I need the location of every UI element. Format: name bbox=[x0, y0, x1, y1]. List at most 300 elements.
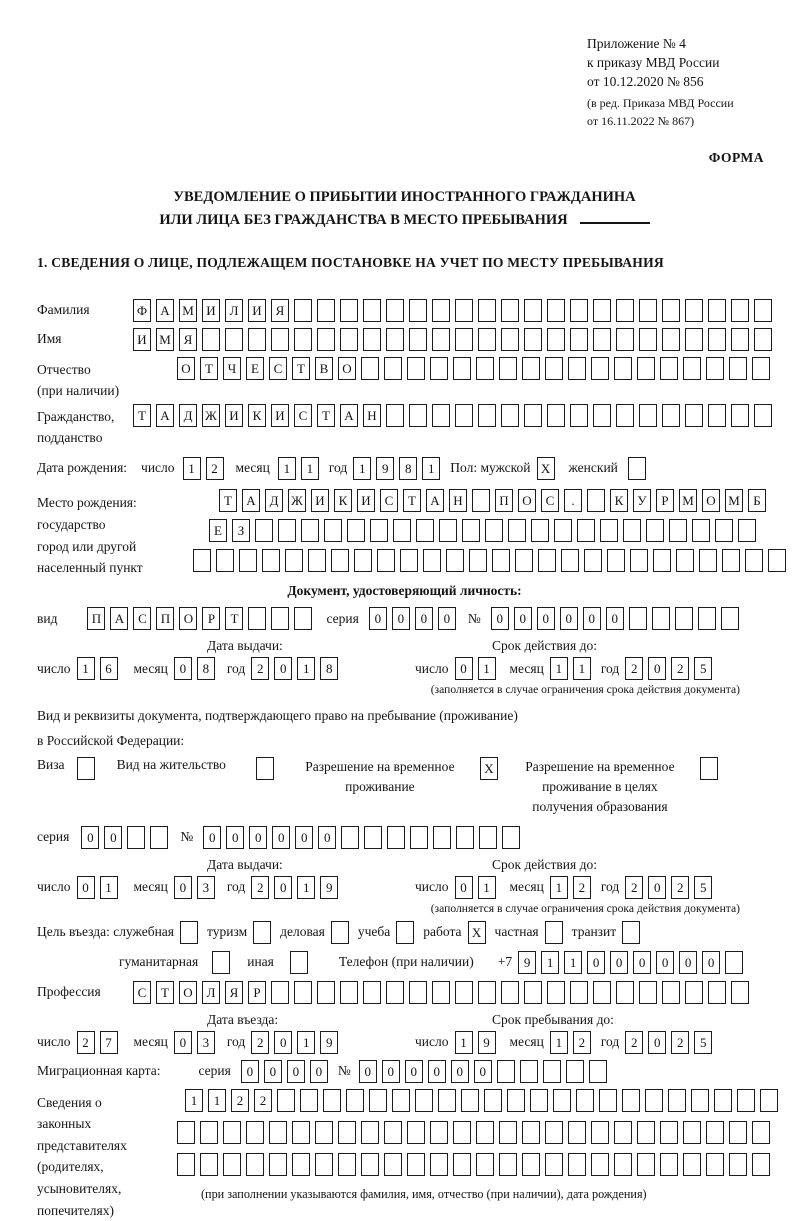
cell-box[interactable] bbox=[591, 1121, 609, 1144]
cell-box[interactable]: З bbox=[232, 519, 250, 542]
cell-box[interactable]: 0 bbox=[633, 951, 651, 974]
cell-box[interactable] bbox=[698, 607, 716, 630]
cell-box[interactable] bbox=[393, 519, 411, 542]
cell-box[interactable]: 0 bbox=[174, 876, 192, 899]
cell-box[interactable] bbox=[409, 299, 427, 322]
cell-box[interactable]: 2 bbox=[625, 657, 643, 680]
cell-box[interactable] bbox=[409, 328, 427, 351]
cell-box[interactable] bbox=[507, 1089, 525, 1112]
cell-box[interactable] bbox=[501, 299, 519, 322]
cell-box[interactable]: Я bbox=[271, 299, 289, 322]
cell-box[interactable]: 3 bbox=[197, 1031, 215, 1054]
cell-box[interactable] bbox=[692, 519, 710, 542]
cell-box[interactable] bbox=[396, 921, 414, 944]
cell-box[interactable] bbox=[623, 519, 641, 542]
cell-box[interactable]: 0 bbox=[249, 826, 267, 849]
cell-box[interactable] bbox=[591, 357, 609, 380]
cell-box[interactable] bbox=[248, 607, 266, 630]
cell-box[interactable] bbox=[522, 1121, 540, 1144]
cell-box[interactable] bbox=[392, 1089, 410, 1112]
cell-box[interactable] bbox=[315, 1153, 333, 1176]
cell-box[interactable] bbox=[570, 299, 588, 322]
cell-box[interactable] bbox=[271, 981, 289, 1004]
cell-box[interactable] bbox=[639, 299, 657, 322]
cell-box[interactable] bbox=[754, 404, 772, 427]
cell-box[interactable]: 1 bbox=[183, 457, 201, 480]
cell-box[interactable]: 0 bbox=[272, 826, 290, 849]
cell-box[interactable]: М bbox=[156, 328, 174, 351]
cell-box[interactable]: Р bbox=[656, 489, 674, 512]
cell-box[interactable]: 0 bbox=[174, 657, 192, 680]
cell-box[interactable] bbox=[752, 357, 770, 380]
cell-box[interactable]: 9 bbox=[320, 1031, 338, 1054]
cell-box[interactable] bbox=[731, 299, 749, 322]
cell-box[interactable]: 2 bbox=[231, 1089, 249, 1112]
cell-box[interactable] bbox=[255, 519, 273, 542]
cell-box[interactable] bbox=[384, 1121, 402, 1144]
cell-box[interactable] bbox=[455, 404, 473, 427]
cell-box[interactable] bbox=[478, 328, 496, 351]
cell-box[interactable] bbox=[256, 757, 274, 780]
cell-box[interactable] bbox=[715, 519, 733, 542]
cell-box[interactable] bbox=[370, 519, 388, 542]
cell-box[interactable] bbox=[340, 981, 358, 1004]
cell-box[interactable] bbox=[547, 404, 565, 427]
cell-box[interactable] bbox=[675, 607, 693, 630]
cell-box[interactable]: Н bbox=[363, 404, 381, 427]
cell-box[interactable]: 0 bbox=[318, 826, 336, 849]
cell-box[interactable] bbox=[538, 549, 556, 572]
cell-box[interactable] bbox=[262, 549, 280, 572]
cell-box[interactable]: 0 bbox=[606, 607, 624, 630]
cell-box[interactable]: 2 bbox=[671, 876, 689, 899]
cell-box[interactable]: 2 bbox=[625, 1031, 643, 1054]
cell-box[interactable] bbox=[545, 921, 563, 944]
cell-box[interactable]: 2 bbox=[573, 1031, 591, 1054]
cell-box[interactable]: 1 bbox=[564, 951, 582, 974]
cell-box[interactable]: 2 bbox=[254, 1089, 272, 1112]
cell-box[interactable]: П bbox=[87, 607, 105, 630]
cell-box[interactable]: 0 bbox=[104, 826, 122, 849]
cell-box[interactable]: Т bbox=[200, 357, 218, 380]
cell-box[interactable] bbox=[524, 299, 542, 322]
cell-box[interactable] bbox=[729, 1153, 747, 1176]
cell-box[interactable]: И bbox=[202, 299, 220, 322]
cell-box[interactable] bbox=[685, 981, 703, 1004]
cell-box[interactable] bbox=[400, 549, 418, 572]
cell-box[interactable] bbox=[478, 404, 496, 427]
cell-box[interactable]: О bbox=[518, 489, 536, 512]
cell-box[interactable] bbox=[300, 1089, 318, 1112]
cell-box[interactable] bbox=[568, 1153, 586, 1176]
cell-box[interactable] bbox=[708, 404, 726, 427]
cell-box[interactable] bbox=[476, 1153, 494, 1176]
cell-box[interactable]: 0 bbox=[369, 607, 387, 630]
cell-box[interactable] bbox=[278, 519, 296, 542]
cell-box[interactable]: Т bbox=[403, 489, 421, 512]
cell-box[interactable]: 2 bbox=[671, 657, 689, 680]
cell-box[interactable]: С bbox=[133, 607, 151, 630]
cell-box[interactable]: 0 bbox=[587, 951, 605, 974]
cell-box[interactable] bbox=[386, 981, 404, 1004]
cell-box[interactable] bbox=[479, 826, 497, 849]
cell-box[interactable] bbox=[515, 549, 533, 572]
cell-box[interactable] bbox=[593, 404, 611, 427]
cell-box[interactable]: К bbox=[610, 489, 628, 512]
cell-box[interactable]: 0 bbox=[203, 826, 221, 849]
cell-box[interactable]: И bbox=[225, 404, 243, 427]
cell-box[interactable] bbox=[568, 357, 586, 380]
cell-box[interactable] bbox=[361, 1153, 379, 1176]
cell-box[interactable]: X bbox=[468, 921, 486, 944]
cell-box[interactable] bbox=[150, 826, 168, 849]
cell-box[interactable] bbox=[499, 357, 517, 380]
cell-box[interactable] bbox=[202, 328, 220, 351]
cell-box[interactable] bbox=[554, 519, 572, 542]
cell-box[interactable]: Я bbox=[179, 328, 197, 351]
cell-box[interactable] bbox=[363, 981, 381, 1004]
cell-box[interactable] bbox=[277, 1089, 295, 1112]
cell-box[interactable]: 0 bbox=[455, 657, 473, 680]
cell-box[interactable] bbox=[600, 519, 618, 542]
cell-box[interactable]: 8 bbox=[320, 657, 338, 680]
cell-box[interactable]: П bbox=[495, 489, 513, 512]
cell-box[interactable] bbox=[545, 1121, 563, 1144]
cell-box[interactable]: 1 bbox=[185, 1089, 203, 1112]
cell-box[interactable] bbox=[331, 549, 349, 572]
cell-box[interactable]: 0 bbox=[77, 876, 95, 899]
cell-box[interactable]: 0 bbox=[392, 607, 410, 630]
cell-box[interactable]: Ч bbox=[223, 357, 241, 380]
cell-box[interactable]: 2 bbox=[573, 876, 591, 899]
cell-box[interactable] bbox=[729, 1121, 747, 1144]
cell-box[interactable] bbox=[317, 328, 335, 351]
cell-box[interactable] bbox=[485, 519, 503, 542]
cell-box[interactable] bbox=[708, 299, 726, 322]
cell-box[interactable] bbox=[462, 519, 480, 542]
cell-box[interactable] bbox=[216, 549, 234, 572]
cell-box[interactable] bbox=[77, 757, 95, 780]
cell-box[interactable]: 0 bbox=[537, 607, 555, 630]
cell-box[interactable]: 1 bbox=[297, 876, 315, 899]
cell-box[interactable]: О bbox=[179, 607, 197, 630]
cell-box[interactable]: 0 bbox=[560, 607, 578, 630]
cell-box[interactable]: 2 bbox=[77, 1031, 95, 1054]
cell-box[interactable] bbox=[561, 549, 579, 572]
cell-box[interactable] bbox=[668, 1089, 686, 1112]
cell-box[interactable]: М bbox=[725, 489, 743, 512]
cell-box[interactable] bbox=[239, 549, 257, 572]
cell-box[interactable]: 5 bbox=[694, 876, 712, 899]
cell-box[interactable]: Д bbox=[179, 404, 197, 427]
cell-box[interactable] bbox=[317, 981, 335, 1004]
cell-box[interactable] bbox=[760, 1089, 778, 1112]
cell-box[interactable]: 0 bbox=[264, 1060, 282, 1083]
cell-box[interactable] bbox=[662, 981, 680, 1004]
cell-box[interactable] bbox=[501, 404, 519, 427]
cell-box[interactable]: О bbox=[179, 981, 197, 1004]
cell-box[interactable] bbox=[645, 1089, 663, 1112]
cell-box[interactable]: 0 bbox=[455, 876, 473, 899]
cell-box[interactable] bbox=[628, 457, 646, 480]
cell-box[interactable] bbox=[614, 1121, 632, 1144]
cell-box[interactable] bbox=[294, 981, 312, 1004]
cell-box[interactable] bbox=[614, 357, 632, 380]
cell-box[interactable] bbox=[629, 607, 647, 630]
cell-box[interactable] bbox=[377, 549, 395, 572]
cell-box[interactable] bbox=[614, 1153, 632, 1176]
cell-box[interactable] bbox=[524, 404, 542, 427]
cell-box[interactable] bbox=[669, 519, 687, 542]
cell-box[interactable] bbox=[253, 921, 271, 944]
cell-box[interactable]: А bbox=[426, 489, 444, 512]
cell-box[interactable] bbox=[676, 549, 694, 572]
cell-box[interactable] bbox=[722, 549, 740, 572]
cell-box[interactable] bbox=[662, 404, 680, 427]
cell-box[interactable]: Т bbox=[317, 404, 335, 427]
cell-box[interactable] bbox=[478, 981, 496, 1004]
cell-box[interactable] bbox=[508, 519, 526, 542]
cell-box[interactable]: Д bbox=[265, 489, 283, 512]
cell-box[interactable] bbox=[593, 981, 611, 1004]
cell-box[interactable] bbox=[294, 299, 312, 322]
cell-box[interactable] bbox=[346, 1089, 364, 1112]
cell-box[interactable] bbox=[369, 1089, 387, 1112]
cell-box[interactable]: 0 bbox=[241, 1060, 259, 1083]
cell-box[interactable]: Р bbox=[202, 607, 220, 630]
cell-box[interactable] bbox=[706, 1121, 724, 1144]
cell-box[interactable] bbox=[616, 328, 634, 351]
cell-box[interactable]: Т bbox=[225, 607, 243, 630]
cell-box[interactable] bbox=[423, 549, 441, 572]
cell-box[interactable]: 0 bbox=[474, 1060, 492, 1083]
cell-box[interactable]: 0 bbox=[287, 1060, 305, 1083]
cell-box[interactable] bbox=[725, 951, 743, 974]
cell-box[interactable] bbox=[407, 357, 425, 380]
cell-box[interactable] bbox=[752, 1153, 770, 1176]
cell-box[interactable]: Л bbox=[202, 981, 220, 1004]
cell-box[interactable] bbox=[708, 328, 726, 351]
cell-box[interactable]: И bbox=[311, 489, 329, 512]
cell-box[interactable] bbox=[223, 1121, 241, 1144]
cell-box[interactable] bbox=[616, 981, 634, 1004]
cell-box[interactable]: 2 bbox=[251, 657, 269, 680]
cell-box[interactable] bbox=[476, 1121, 494, 1144]
cell-box[interactable]: 0 bbox=[438, 607, 456, 630]
cell-box[interactable]: 0 bbox=[610, 951, 628, 974]
cell-box[interactable] bbox=[652, 607, 670, 630]
cell-box[interactable]: 0 bbox=[491, 607, 509, 630]
cell-box[interactable]: И bbox=[271, 404, 289, 427]
cell-box[interactable] bbox=[476, 357, 494, 380]
cell-box[interactable]: Б bbox=[748, 489, 766, 512]
cell-box[interactable] bbox=[200, 1153, 218, 1176]
cell-box[interactable]: 9 bbox=[478, 1031, 496, 1054]
cell-box[interactable]: И bbox=[248, 299, 266, 322]
cell-box[interactable]: Т bbox=[292, 357, 310, 380]
cell-box[interactable]: 0 bbox=[405, 1060, 423, 1083]
cell-box[interactable] bbox=[547, 299, 565, 322]
cell-box[interactable]: 2 bbox=[251, 876, 269, 899]
cell-box[interactable] bbox=[271, 607, 289, 630]
cell-box[interactable]: П bbox=[156, 607, 174, 630]
cell-box[interactable]: С bbox=[380, 489, 398, 512]
cell-box[interactable] bbox=[639, 404, 657, 427]
cell-box[interactable] bbox=[323, 1089, 341, 1112]
cell-box[interactable] bbox=[315, 1121, 333, 1144]
cell-box[interactable] bbox=[714, 1089, 732, 1112]
cell-box[interactable]: А bbox=[110, 607, 128, 630]
cell-box[interactable] bbox=[446, 549, 464, 572]
cell-box[interactable] bbox=[324, 519, 342, 542]
cell-box[interactable] bbox=[223, 1153, 241, 1176]
cell-box[interactable] bbox=[685, 404, 703, 427]
cell-box[interactable]: 0 bbox=[702, 951, 720, 974]
cell-box[interactable]: 1 bbox=[550, 1031, 568, 1054]
cell-box[interactable]: Т bbox=[156, 981, 174, 1004]
cell-box[interactable]: С bbox=[541, 489, 559, 512]
cell-box[interactable]: И bbox=[133, 328, 151, 351]
cell-box[interactable]: 0 bbox=[382, 1060, 400, 1083]
cell-box[interactable]: 0 bbox=[648, 1031, 666, 1054]
cell-box[interactable]: 0 bbox=[226, 826, 244, 849]
cell-box[interactable]: К bbox=[334, 489, 352, 512]
cell-box[interactable] bbox=[338, 1153, 356, 1176]
cell-box[interactable]: А bbox=[340, 404, 358, 427]
cell-box[interactable] bbox=[432, 328, 450, 351]
cell-box[interactable]: 0 bbox=[656, 951, 674, 974]
cell-box[interactable]: 3 bbox=[197, 876, 215, 899]
cell-box[interactable] bbox=[599, 1089, 617, 1112]
cell-box[interactable] bbox=[363, 328, 381, 351]
cell-box[interactable] bbox=[317, 299, 335, 322]
cell-box[interactable]: 1 bbox=[550, 876, 568, 899]
cell-box[interactable]: Н bbox=[449, 489, 467, 512]
cell-box[interactable]: Ф bbox=[133, 299, 151, 322]
cell-box[interactable]: 0 bbox=[274, 1031, 292, 1054]
cell-box[interactable]: 1 bbox=[353, 457, 371, 480]
cell-box[interactable] bbox=[407, 1153, 425, 1176]
cell-box[interactable]: 0 bbox=[174, 1031, 192, 1054]
cell-box[interactable] bbox=[754, 299, 772, 322]
cell-box[interactable] bbox=[587, 489, 605, 512]
cell-box[interactable]: 5 bbox=[694, 1031, 712, 1054]
cell-box[interactable] bbox=[547, 328, 565, 351]
cell-box[interactable]: 1 bbox=[100, 876, 118, 899]
cell-box[interactable]: О bbox=[177, 357, 195, 380]
cell-box[interactable] bbox=[524, 328, 542, 351]
cell-box[interactable] bbox=[545, 1153, 563, 1176]
cell-box[interactable] bbox=[501, 328, 519, 351]
cell-box[interactable] bbox=[127, 826, 145, 849]
cell-box[interactable] bbox=[502, 826, 520, 849]
cell-box[interactable] bbox=[568, 1121, 586, 1144]
cell-box[interactable] bbox=[639, 981, 657, 1004]
cell-box[interactable] bbox=[430, 1121, 448, 1144]
cell-box[interactable] bbox=[472, 489, 490, 512]
cell-box[interactable] bbox=[432, 981, 450, 1004]
cell-box[interactable]: К bbox=[248, 404, 266, 427]
cell-box[interactable]: 1 bbox=[297, 1031, 315, 1054]
cell-box[interactable] bbox=[522, 357, 540, 380]
cell-box[interactable]: Ж bbox=[288, 489, 306, 512]
cell-box[interactable] bbox=[522, 1153, 540, 1176]
cell-box[interactable] bbox=[662, 328, 680, 351]
cell-box[interactable]: 1 bbox=[77, 657, 95, 680]
cell-box[interactable] bbox=[331, 921, 349, 944]
cell-box[interactable] bbox=[531, 519, 549, 542]
cell-box[interactable]: 9 bbox=[320, 876, 338, 899]
cell-box[interactable] bbox=[570, 328, 588, 351]
cell-box[interactable]: 0 bbox=[648, 657, 666, 680]
cell-box[interactable] bbox=[290, 951, 308, 974]
cell-box[interactable] bbox=[416, 519, 434, 542]
cell-box[interactable] bbox=[616, 299, 634, 322]
cell-box[interactable] bbox=[691, 1089, 709, 1112]
cell-box[interactable] bbox=[708, 981, 726, 1004]
cell-box[interactable] bbox=[731, 328, 749, 351]
cell-box[interactable] bbox=[340, 328, 358, 351]
cell-box[interactable] bbox=[364, 826, 382, 849]
cell-box[interactable] bbox=[308, 549, 326, 572]
cell-box[interactable] bbox=[347, 519, 365, 542]
cell-box[interactable] bbox=[246, 1153, 264, 1176]
cell-box[interactable] bbox=[731, 981, 749, 1004]
cell-box[interactable] bbox=[700, 757, 718, 780]
cell-box[interactable] bbox=[455, 328, 473, 351]
cell-box[interactable] bbox=[616, 404, 634, 427]
cell-box[interactable] bbox=[543, 1060, 561, 1083]
cell-box[interactable]: Т bbox=[219, 489, 237, 512]
cell-box[interactable] bbox=[576, 1089, 594, 1112]
cell-box[interactable]: 0 bbox=[359, 1060, 377, 1083]
cell-box[interactable] bbox=[646, 519, 664, 542]
cell-box[interactable] bbox=[637, 1153, 655, 1176]
cell-box[interactable] bbox=[453, 1153, 471, 1176]
cell-box[interactable] bbox=[285, 549, 303, 572]
cell-box[interactable] bbox=[432, 404, 450, 427]
cell-box[interactable]: Л bbox=[225, 299, 243, 322]
cell-box[interactable] bbox=[729, 357, 747, 380]
cell-box[interactable] bbox=[484, 1089, 502, 1112]
cell-box[interactable]: С bbox=[269, 357, 287, 380]
cell-box[interactable] bbox=[439, 519, 457, 542]
cell-box[interactable]: 1 bbox=[573, 657, 591, 680]
cell-box[interactable] bbox=[662, 299, 680, 322]
cell-box[interactable] bbox=[591, 1153, 609, 1176]
cell-box[interactable]: И bbox=[357, 489, 375, 512]
cell-box[interactable] bbox=[589, 1060, 607, 1083]
cell-box[interactable] bbox=[386, 299, 404, 322]
cell-box[interactable] bbox=[292, 1121, 310, 1144]
cell-box[interactable] bbox=[361, 1121, 379, 1144]
cell-box[interactable] bbox=[269, 1121, 287, 1144]
cell-box[interactable] bbox=[593, 328, 611, 351]
cell-box[interactable] bbox=[338, 1121, 356, 1144]
cell-box[interactable]: 9 bbox=[376, 457, 394, 480]
cell-box[interactable] bbox=[410, 826, 428, 849]
cell-box[interactable]: Р bbox=[248, 981, 266, 1004]
cell-box[interactable] bbox=[501, 981, 519, 1004]
cell-box[interactable] bbox=[430, 1153, 448, 1176]
cell-box[interactable] bbox=[520, 1060, 538, 1083]
cell-box[interactable] bbox=[225, 328, 243, 351]
cell-box[interactable] bbox=[637, 1121, 655, 1144]
cell-box[interactable]: 0 bbox=[274, 657, 292, 680]
cell-box[interactable] bbox=[433, 826, 451, 849]
cell-box[interactable]: 1 bbox=[208, 1089, 226, 1112]
cell-box[interactable] bbox=[248, 328, 266, 351]
